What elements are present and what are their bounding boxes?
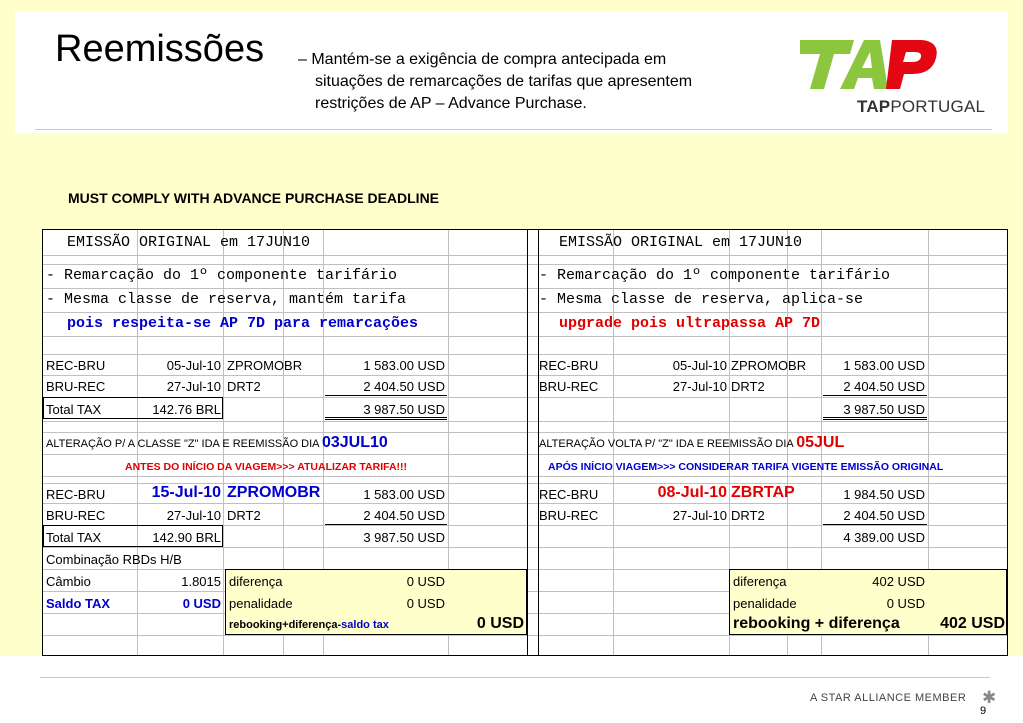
- left-rebooking-value: 0 USD: [476, 615, 524, 632]
- page-number: 9: [980, 705, 987, 717]
- subtitle-line-1: – Mantém-se a exigência de compra antecipada em: [298, 51, 667, 68]
- right-new-amount-2: 2 404.50 USD: [843, 508, 925, 523]
- gridline: [43, 547, 1007, 548]
- right-orig-amount-1: 1 583.00 USD: [843, 358, 925, 373]
- total-double-underline: [823, 417, 927, 420]
- gridline: [43, 476, 1007, 477]
- right-diferenca-label: diferença: [733, 574, 787, 589]
- left-warning: ANTES DO INÍCIO DA VIAGEM>>> ATUALIZAR TARIFA!!!: [125, 461, 408, 473]
- right-orig-route-2: BRU-REC: [539, 379, 599, 394]
- right-orig-route-1: REC-BRU: [539, 358, 599, 373]
- gridline: [43, 635, 1007, 636]
- gridline: [43, 264, 1007, 265]
- right-header: EMISSÃO ORIGINAL em 17JUN10: [559, 234, 803, 251]
- star-alliance-label: A STAR ALLIANCE MEMBER: [810, 692, 967, 704]
- cambio-value: 1.8015: [181, 574, 221, 589]
- gridline: [43, 432, 1007, 433]
- right-penalidade-label: penalidade: [733, 596, 797, 611]
- right-change-text: ALTERAÇÃO VOLTA P/ "Z" IDA E REEMISSÃO DIA 05JUL: [539, 434, 845, 451]
- left-penalidade-label: penalidade: [229, 596, 293, 611]
- left-orig-route-1: REC-BRU: [46, 358, 106, 373]
- subtitle-line-3: restrições de AP – Advance Purchase.: [315, 95, 587, 112]
- left-diferenca-value: 0 USD: [406, 574, 445, 589]
- subtitle-line-2: situações de remarcações de tarifas que apresentem: [315, 73, 693, 90]
- right-new-fare-1: ZBRTAP: [731, 484, 795, 501]
- right-line-2: - Mesma classe de reserva, aplica-se: [539, 291, 864, 308]
- gridline: [43, 255, 1007, 256]
- right-orig-amount-2: 2 404.50 USD: [843, 379, 925, 394]
- left-orig-date-2: 27-Jul-10: [166, 379, 221, 394]
- left-new-amount-2: 2 404.50 USD: [363, 508, 445, 523]
- left-change-text: ALTERAÇÃO P/ A CLASSE "Z" IDA E REEMISSÃO DIA 03JUL10: [46, 434, 388, 451]
- saldo-tax-value: 0 USD: [182, 596, 221, 611]
- right-orig-fare-1: ZPROMOBR: [731, 358, 807, 373]
- logo-wordmark: TAPPORTUGAL: [857, 97, 986, 116]
- footer-band: [0, 656, 1023, 723]
- left-total-amount: 3 987.50 USD: [363, 402, 445, 417]
- right-diferenca-value: 402 USD: [872, 574, 925, 589]
- right-warning: APÓS INÍCIO VIAGEM>>> CONSIDERAR TARIFA VIGENTE EMISSÃO ORIGINAL: [548, 461, 944, 473]
- left-orig-amount-1: 1 583.00 USD: [363, 358, 445, 373]
- saldo-tax-label: Saldo TAX: [46, 596, 111, 611]
- left-orig-fare-2: DRT2: [227, 379, 261, 394]
- right-new-date-1: 08-Jul-10: [657, 484, 727, 501]
- footer-divider: [40, 677, 990, 678]
- left-new-route-1: REC-BRU: [46, 487, 106, 502]
- cambio-label: Câmbio: [46, 574, 91, 589]
- right-penalidade-value: 0 USD: [886, 596, 925, 611]
- left-new-amount-1: 1 583.00 USD: [363, 487, 445, 502]
- left-new-date-2: 27-Jul-10: [166, 508, 221, 523]
- left-new-fare-2: DRT2: [227, 508, 261, 523]
- right-total-amount: 3 987.50 USD: [843, 402, 925, 417]
- right-orig-date-1: 05-Jul-10: [672, 358, 727, 373]
- right-line-3: upgrade pois ultrapassa AP 7D: [559, 315, 821, 332]
- left-new-date-1: 15-Jul-10: [151, 484, 221, 501]
- gridline: [43, 454, 1007, 455]
- left-total-label: Total TAX: [46, 402, 102, 417]
- right-new-amount-1: 1 984.50 USD: [843, 487, 925, 502]
- right-new-date-2: 27-Jul-10: [672, 508, 727, 523]
- left-orig-date-1: 05-Jul-10: [166, 358, 221, 373]
- right-orig-date-2: 27-Jul-10: [672, 379, 727, 394]
- amount-underline: [325, 395, 447, 396]
- gridline: [43, 375, 1007, 376]
- gridline: [43, 336, 1007, 337]
- header-divider: [35, 129, 992, 130]
- left-line-3: pois respeita-se AP 7D para remarcações: [67, 315, 419, 332]
- left-header: EMISSÃO ORIGINAL em 17JUN10: [67, 234, 311, 251]
- combinacao-rbds: Combinação RBDs H/B: [46, 552, 182, 567]
- right-new-route-2: BRU-REC: [539, 508, 599, 523]
- slide-title: Reemissões: [55, 28, 265, 70]
- left-new-total-label: Total TAX: [46, 530, 102, 545]
- right-new-fare-2: DRT2: [731, 508, 765, 523]
- right-new-route-1: REC-BRU: [539, 487, 599, 502]
- gridline: [43, 312, 1007, 313]
- amount-underline: [823, 524, 927, 525]
- gridline: [43, 421, 1007, 422]
- total-double-underline: [325, 417, 447, 420]
- right-rebooking-value: 402 USD: [940, 615, 1005, 632]
- slide-subtitle: [298, 49, 692, 115]
- must-comply-heading: MUST COMPLY WITH ADVANCE PURCHASE DEADLINE: [68, 190, 440, 206]
- right-line-1: - Remarcação do 1º componente tarifário: [539, 267, 891, 284]
- column-separator: [527, 230, 528, 655]
- left-penalidade-value: 0 USD: [406, 596, 445, 611]
- left-total-tax: 142.76 BRL: [152, 402, 221, 417]
- right-rebooking-label: rebooking + diferença: [733, 615, 900, 632]
- left-rebooking-label: rebooking+diferença-saldo tax: [229, 619, 389, 631]
- left-orig-route-2: BRU-REC: [46, 379, 106, 394]
- left-new-route-2: BRU-REC: [46, 508, 106, 523]
- comparison-table: [42, 229, 1008, 656]
- amount-underline: [325, 524, 447, 525]
- star-alliance-icon: ✱: [982, 688, 997, 707]
- gridline: [43, 288, 1007, 289]
- left-line-1: - Remarcação do 1º componente tarifário: [46, 267, 398, 284]
- amount-underline: [823, 395, 927, 396]
- left-line-2: - Mesma classe de reserva, mantém tarifa: [46, 291, 407, 308]
- gridline: [43, 503, 1007, 504]
- gridline: [43, 354, 1007, 355]
- left-new-total-tax: 142.90 BRL: [152, 530, 221, 545]
- left-diferenca-label: diferença: [229, 574, 283, 589]
- left-orig-amount-2: 2 404.50 USD: [363, 379, 445, 394]
- right-new-total-amount: 4 389.00 USD: [843, 530, 925, 545]
- left-new-fare-1: ZPROMOBR: [227, 484, 321, 501]
- left-orig-fare-1: ZPROMOBR: [227, 358, 303, 373]
- right-orig-fare-2: DRT2: [731, 379, 765, 394]
- left-new-total-amount: 3 987.50 USD: [363, 530, 445, 545]
